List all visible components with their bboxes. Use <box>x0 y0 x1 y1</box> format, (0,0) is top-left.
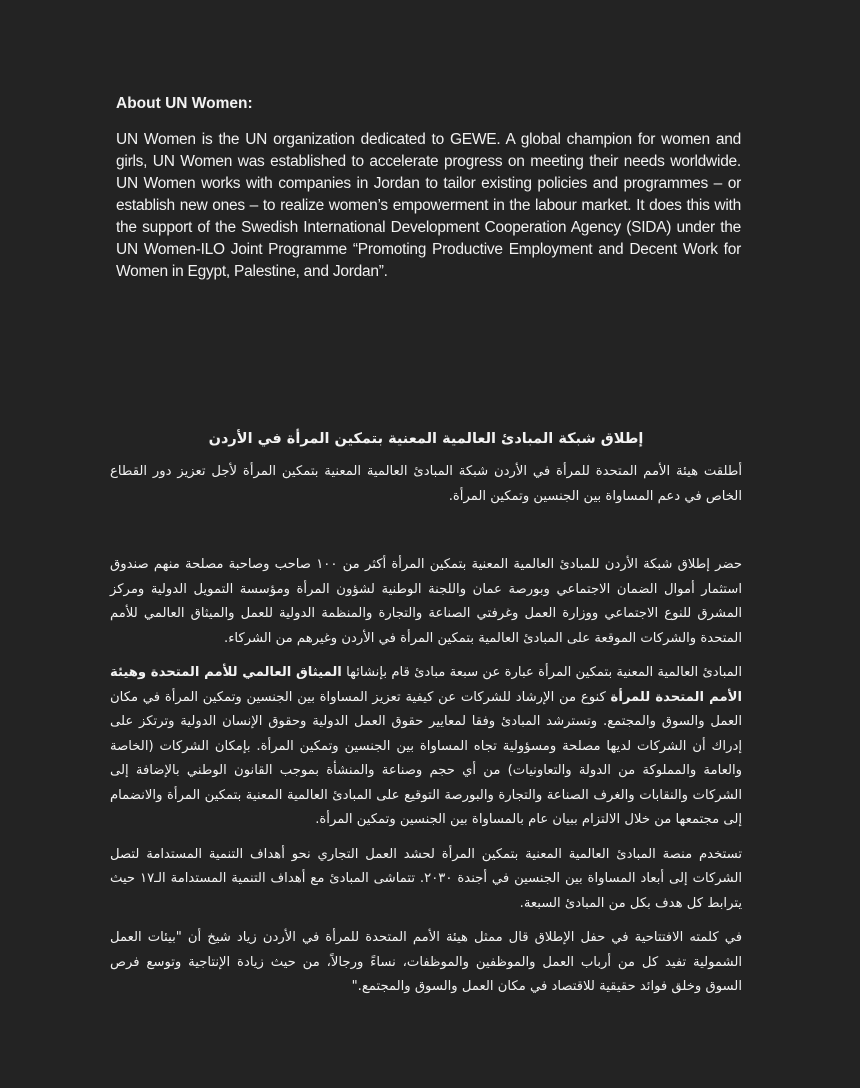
arabic-paragraph-3-start: المبادئ العالمية المعنية بتمكين المرأة عبارة عن سبعة مبادئ قام بإنشائها <box>341 665 742 680</box>
about-heading: About UN Women: <box>116 95 253 112</box>
spacer <box>110 651 742 661</box>
spacer <box>110 916 742 926</box>
arabic-paragraph-5: في كلمته الافتتاحية في حفل الإطلاق قال ممثل هيئة الأمم المتحدة للمرأة في الأردن زياد شيخ أن "بيئات العمل الشمولية تفيد كل من أرباب العمل والموظفين والموظفات، نساءً ورجالاً، من حيث زيادة الإنتاجية وتوسع فرص السوق وخلق فوائد حقيقية للاقتصاد في مكان العمل والسوق والمجتمع." <box>110 930 742 994</box>
arabic-paragraph-3-bold: الميثاق العالمي للأمم المتحدة وهيئة الأمم المتحدة للمرأة <box>110 665 742 705</box>
arabic-paragraph-3-end: كنوع من الإرشاد للشركات عن كيفية تعزيز المساواة بين الجنسين وتمكين المرأة في مكان العمل والسوق والمجتمع. وتسترشد المبادئ وفقا لمعايير حقوق العمل الدولية وحقوق الإنسان الدولية وترتكز على إدراك أن الشركات لديها مصلحة ومسؤولية تجاه المساواة بين الجنسين وتمكين المرأة. بإمكان الشركات (الخاصة والعامة والمملوكة من الدولة والتعاونيات) من أي حجم وصناعة والمنشأة بموجب القانون الوطني بالإضافة إلى الشركات والنقابات والغرف الصناعة والتجارة والبورصة التوقيع على المبادئ العالمية المعنية بتمكين المرأة والانضمام إلى مجتمعها من خلال الالتزام ببيان عام بالمساواة بين الجنسين وتمكين المرأة. <box>110 689 742 827</box>
arabic-paragraph-2: حضر إطلاق شبكة الأردن للمبادئ العالمية المعنية بتمكين المرأة أكثر من ١٠٠ صاحب وصاحبة مصلحة منهم صندوق استثمار أموال الضمان الاجتماعي وبورصة عمان واللجنة الوطنية لشؤون المرأة ومؤسسة التمويل الدولية ومركز المشرق للنوع الاجتماعي ووزارة العمل وغرفتي الصناعة والتجارة والمنظمة الدولية للعمل والميثاق العالمي للأمم المتحدة والشركات الموقعة على المبادئ العالمية بتمكين المرأة في الأردن وغيرهم من الشركاء. <box>110 557 742 646</box>
arabic-paragraph-4: تستخدم منصة المبادئ العالمية المعنية بتمكين المرأة لحشد العمل التجاري نحو أهداف التنمية المستدامة لتصل الشركات إلى أبعاد المساواة بين الجنسين في أجندة ٢٠٣٠. تتماشى المبادئ مع أهداف التنمية المستدامة الـ١٧ حيث يترابط كل هدف بكل من المبادئ السبعة. <box>110 846 742 911</box>
spacer <box>110 833 742 843</box>
arabic-paragraph-1: أطلقت هيئة الأمم المتحدة للمرأة في الأردن شبكة المبادئ العالمية المعنية بتمكين المرأة لأجل تعزيز دور القطاع الخاص في دعم المساواة بين الجنسين وتمكين المرأة. <box>110 464 742 504</box>
arabic-section <box>110 428 742 1000</box>
about-paragraph: UN Women is the UN organization dedicated to GEWE. A global champion for women and girls, UN Women was established to accelerate progress on meeting their needs worldwide. UN Women works with companies in Jordan to tailor existing policies and programmes – or establish new ones – to realize women’s empowerment in the labour market. It does this with the support of the Swedish International Development Cooperation Agency (SIDA) under the UN Women-ILO Joint Programme “Promoting Productive Employment and Decent Work for Women in Egypt, Palestine, and Jordan”. <box>116 131 741 280</box>
arabic-title: إطلاق شبكة المبادئ العالمية المعنية بتمكين المرأة في الأردن <box>208 431 644 447</box>
english-section <box>116 94 741 283</box>
spacer <box>110 509 742 553</box>
arabic-paragraph-3 <box>110 661 742 833</box>
